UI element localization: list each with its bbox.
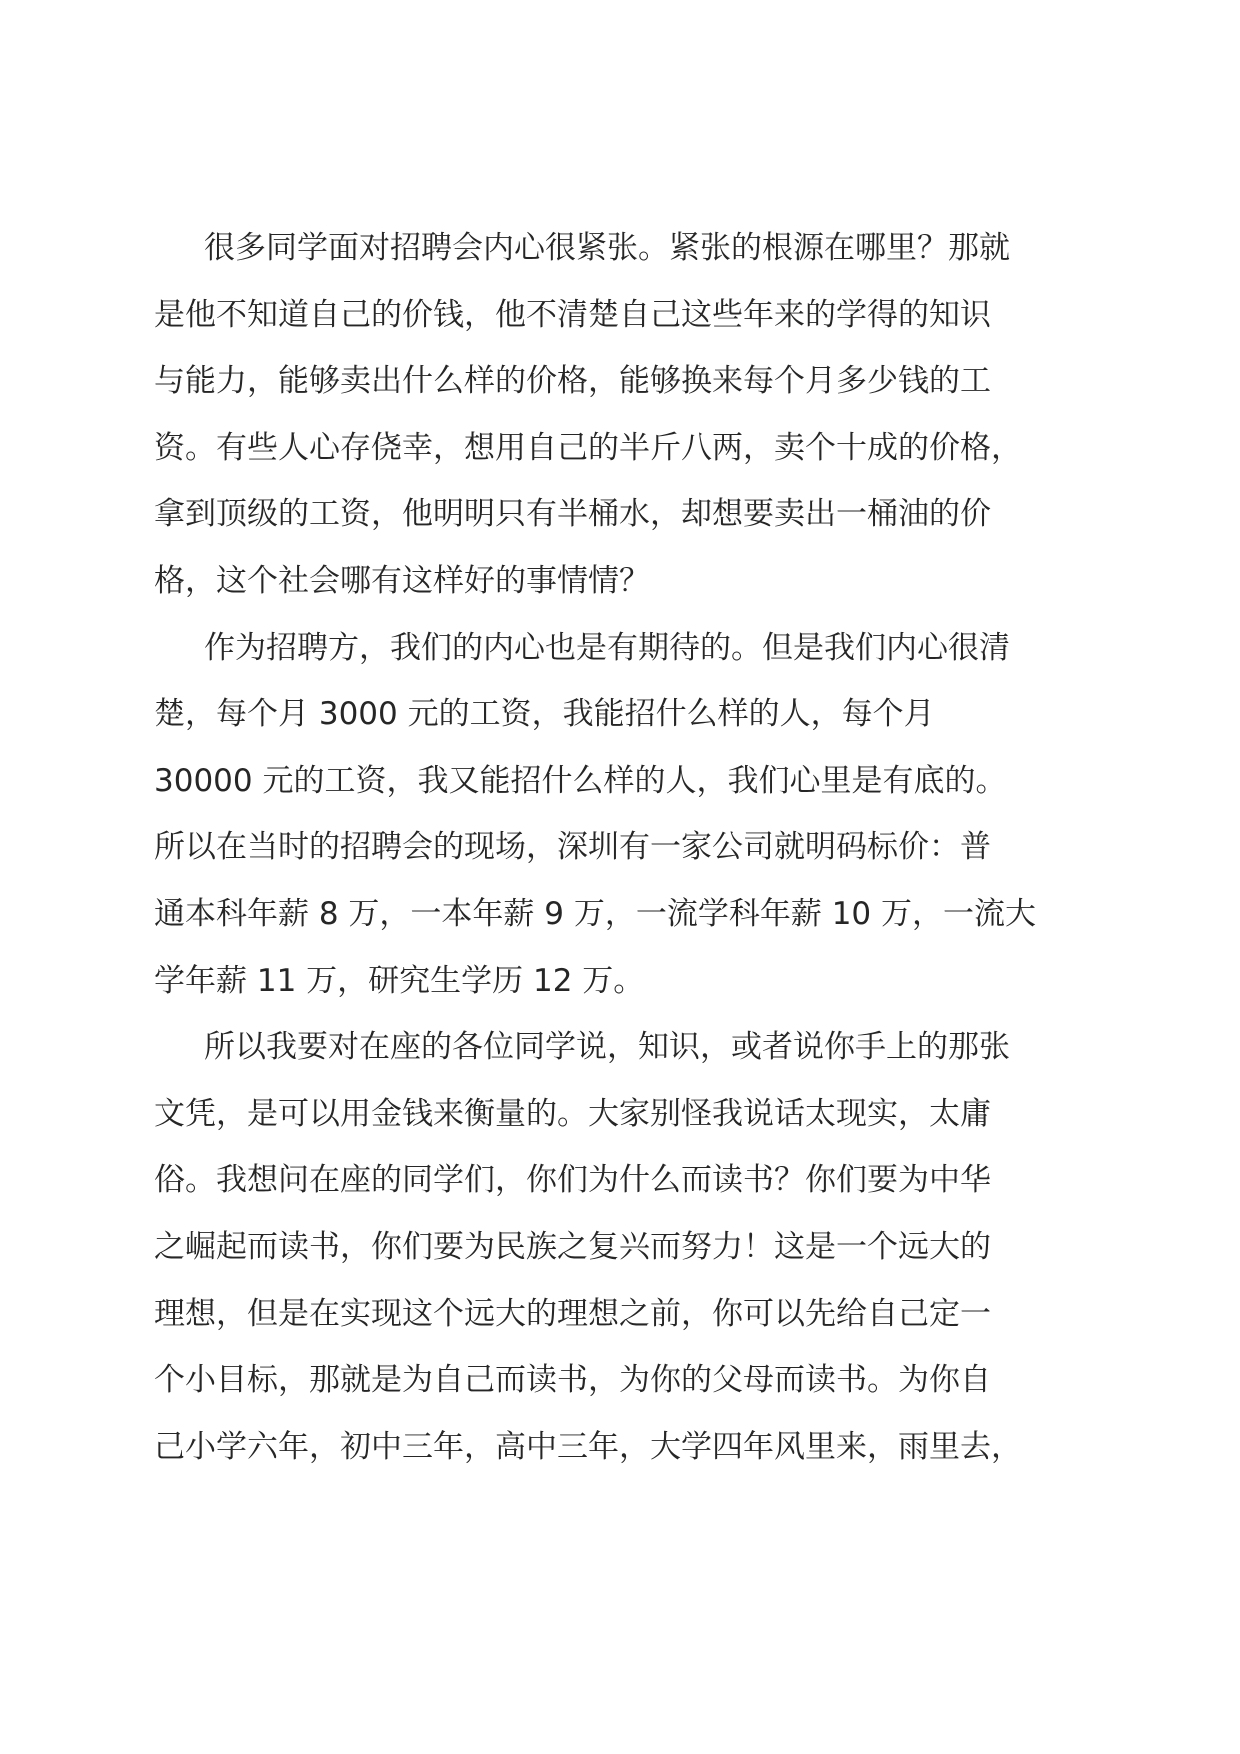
paragraph-3 — [154, 1014, 1084, 1480]
paragraph-line: 之崛起而读书，你们要为民族之复兴而努力！这是一个远大的 — [154, 1228, 991, 1265]
paragraph-1 — [154, 215, 1084, 615]
paragraph-line: 楚，每个月 3000 元的工资，我能招什么样的人，每个月 — [154, 696, 935, 733]
paragraph-line: 格，这个社会哪有这样好的事情情？ — [154, 562, 650, 599]
paragraph-line: 己小学六年，初中三年，高中三年，大学四年风里来，雨里去， — [154, 1428, 1022, 1465]
paragraph-line: 学年薪 11 万，研究生学历 12 万。 — [154, 962, 645, 999]
paragraph-line: 与能力，能够卖出什么样的价格，能够换来每个月多少钱的工 — [154, 363, 991, 400]
paragraph-line: 拿到顶级的工资，他明明只有半桶水，却想要卖出一桶油的价 — [154, 496, 991, 533]
paragraph-line: 所以我要对在座的各位同学说，知识，或者说你手上的那张 — [204, 1029, 1010, 1066]
paragraph-line: 作为招聘方，我们的内心也是有期待的。但是我们内心很清 — [204, 629, 1010, 666]
paragraph-line: 是他不知道自己的价钱，他不清楚自己这些年来的学得的知识 — [154, 296, 991, 333]
paragraph-line: 30000 元的工资，我又能招什么样的人，我们心里是有底的。 — [154, 762, 1007, 799]
paragraph-line: 俗。我想问在座的同学们，你们为什么而读书？你们要为中华 — [154, 1162, 991, 1199]
document-body — [154, 215, 1084, 1480]
paragraph-line: 个小目标，那就是为自己而读书，为你的父母而读书。为你自 — [154, 1362, 991, 1399]
paragraph-line: 所以在当时的招聘会的现场，深圳有一家公司就明码标价：普 — [154, 829, 991, 866]
paragraph-line: 理想，但是在实现这个远大的理想之前，你可以先给自己定一 — [154, 1295, 991, 1332]
paragraph-line: 资。有些人心存侥幸，想用自己的半斤八两，卖个十成的价格， — [154, 429, 1022, 466]
paragraph-line: 很多同学面对招聘会内心很紧张。紧张的根源在哪里？那就 — [204, 230, 1010, 266]
paragraph-line: 文凭，是可以用金钱来衡量的。大家别怪我说话太现实，太庸 — [154, 1095, 991, 1132]
paragraph-2 — [154, 615, 1084, 1015]
paragraph-line: 通本科年薪 8 万，一本年薪 9 万，一流学科年薪 10 万，一流大 — [154, 895, 1037, 932]
